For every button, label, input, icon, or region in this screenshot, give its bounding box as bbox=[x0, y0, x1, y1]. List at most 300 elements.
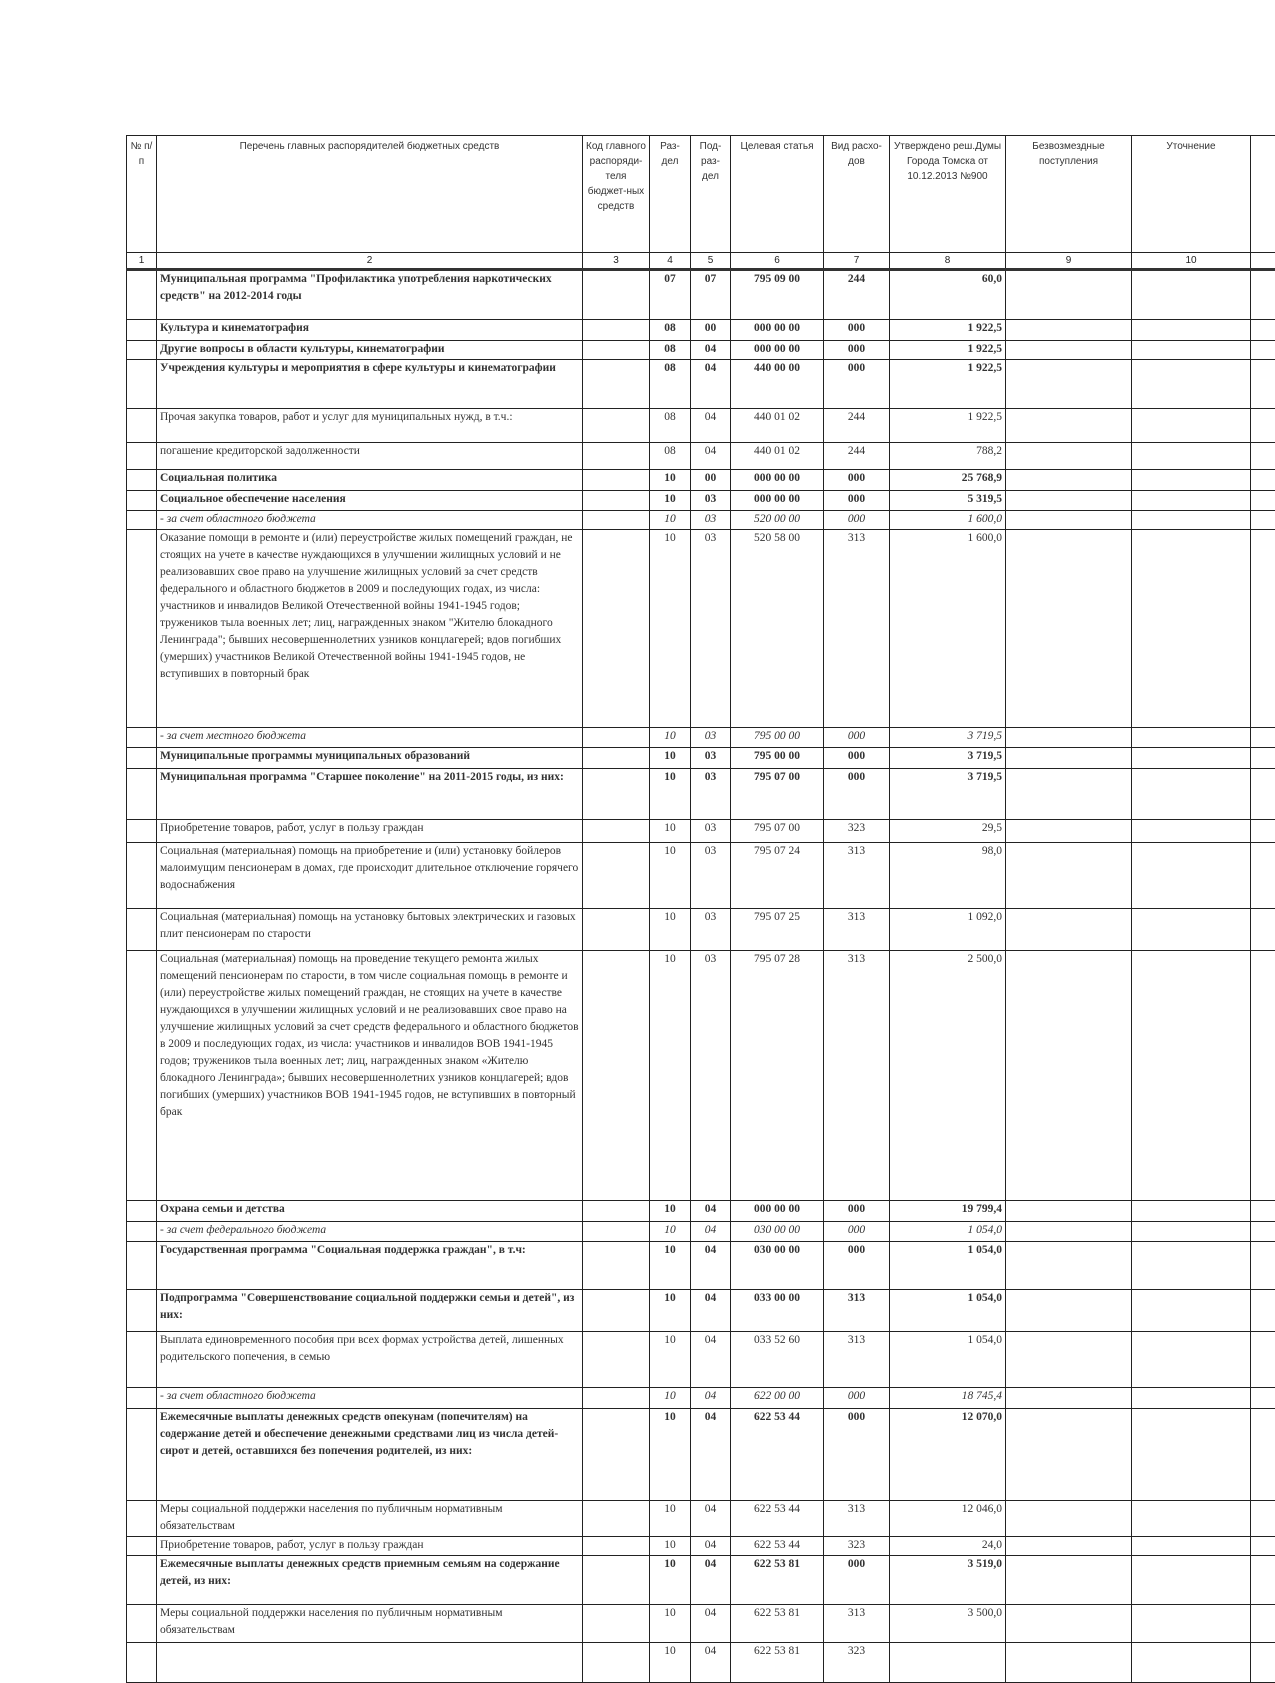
row-number bbox=[127, 1201, 157, 1222]
header-extra bbox=[1251, 136, 1275, 253]
row-approved-amount: 1 600,0 bbox=[890, 530, 1006, 728]
row-grants bbox=[1006, 1332, 1132, 1388]
row-clarification bbox=[1132, 1556, 1251, 1605]
row-grants bbox=[1006, 843, 1132, 909]
column-number: 4 bbox=[650, 253, 691, 270]
table-row bbox=[127, 341, 1275, 360]
row-expense-type: 244 bbox=[824, 443, 890, 470]
row-name: Приобретение товаров, работ, услуг в пользу граждан bbox=[157, 820, 583, 843]
row-number bbox=[127, 530, 157, 728]
row-subsection: 04 bbox=[691, 341, 731, 360]
row-expense-type: 000 bbox=[824, 1388, 890, 1409]
row-subsection: 04 bbox=[691, 360, 731, 409]
row-subsection: 03 bbox=[691, 769, 731, 820]
row-section: 10 bbox=[650, 1537, 691, 1556]
table-row bbox=[127, 470, 1275, 491]
column-number: 3 bbox=[583, 253, 650, 270]
table-row bbox=[127, 1290, 1275, 1332]
row-extra bbox=[1251, 320, 1275, 341]
row-extra bbox=[1251, 728, 1275, 748]
row-approved-amount: 3 719,5 bbox=[890, 728, 1006, 748]
header-expense-type: Вид расхо-дов bbox=[824, 136, 890, 253]
row-number bbox=[127, 1605, 157, 1643]
row-subsection: 03 bbox=[691, 820, 731, 843]
row-code bbox=[583, 1332, 650, 1388]
row-name: Меры социальной поддержки населения по публичным нормативным обязательствам bbox=[157, 1605, 583, 1643]
table-row bbox=[127, 769, 1275, 820]
row-grants bbox=[1006, 1201, 1132, 1222]
row-target-item: 622 53 81 bbox=[731, 1605, 824, 1643]
row-name: Государственная программа "Социальная поддержка граждан", в т.ч: bbox=[157, 1242, 583, 1290]
row-subsection: 04 bbox=[691, 1409, 731, 1501]
row-target-item: 033 00 00 bbox=[731, 1290, 824, 1332]
row-number bbox=[127, 769, 157, 820]
row-code bbox=[583, 1388, 650, 1409]
row-section: 10 bbox=[650, 1222, 691, 1242]
table-row bbox=[127, 748, 1275, 769]
row-extra bbox=[1251, 341, 1275, 360]
row-expense-type: 000 bbox=[824, 769, 890, 820]
row-expense-type: 323 bbox=[824, 1643, 890, 1683]
row-subsection: 00 bbox=[691, 320, 731, 341]
row-code bbox=[583, 320, 650, 341]
row-grants bbox=[1006, 1501, 1132, 1537]
row-target-item: 000 00 00 bbox=[731, 470, 824, 491]
row-number bbox=[127, 1409, 157, 1501]
row-clarification bbox=[1132, 1643, 1251, 1683]
table-row bbox=[127, 1501, 1275, 1537]
row-name: - за счет местного бюджета bbox=[157, 728, 583, 748]
row-clarification bbox=[1132, 1201, 1251, 1222]
row-extra bbox=[1251, 1290, 1275, 1332]
row-subsection: 03 bbox=[691, 909, 731, 951]
row-clarification bbox=[1132, 1388, 1251, 1409]
row-target-item: 000 00 00 bbox=[731, 320, 824, 341]
row-section: 10 bbox=[650, 1605, 691, 1643]
row-code bbox=[583, 1290, 650, 1332]
row-subsection: 04 bbox=[691, 1290, 731, 1332]
row-section: 10 bbox=[650, 1201, 691, 1222]
row-clarification bbox=[1132, 748, 1251, 769]
row-target-item: 795 07 28 bbox=[731, 951, 824, 1201]
row-clarification bbox=[1132, 409, 1251, 443]
row-target-item: 030 00 00 bbox=[731, 1242, 824, 1290]
header-code: Код главного распоряди-теля бюджет-ных средств bbox=[583, 136, 650, 253]
row-grants bbox=[1006, 320, 1132, 341]
column-number: 5 bbox=[691, 253, 731, 270]
row-section: 08 bbox=[650, 443, 691, 470]
row-approved-amount: 3 719,5 bbox=[890, 769, 1006, 820]
row-target-item: 795 07 24 bbox=[731, 843, 824, 909]
row-code bbox=[583, 1501, 650, 1537]
row-clarification bbox=[1132, 820, 1251, 843]
row-subsection: 04 bbox=[691, 1242, 731, 1290]
row-target-item: 622 53 81 bbox=[731, 1556, 824, 1605]
row-clarification bbox=[1132, 341, 1251, 360]
table-row bbox=[127, 909, 1275, 951]
row-approved-amount: 3 500,0 bbox=[890, 1605, 1006, 1643]
row-expense-type: 000 bbox=[824, 1409, 890, 1501]
row-expense-type: 000 bbox=[824, 748, 890, 769]
row-name: Муниципальная программа "Старшее поколение" на 2011-2015 годы, из них: bbox=[157, 769, 583, 820]
row-code bbox=[583, 909, 650, 951]
row-approved-amount: 1 922,5 bbox=[890, 320, 1006, 341]
row-extra bbox=[1251, 1201, 1275, 1222]
row-section: 10 bbox=[650, 1556, 691, 1605]
row-clarification bbox=[1132, 491, 1251, 511]
row-number bbox=[127, 1242, 157, 1290]
row-clarification bbox=[1132, 270, 1251, 320]
row-section: 10 bbox=[650, 1290, 691, 1332]
row-number bbox=[127, 360, 157, 409]
row-expense-type: 000 bbox=[824, 1556, 890, 1605]
row-section: 10 bbox=[650, 1501, 691, 1537]
row-subsection: 03 bbox=[691, 728, 731, 748]
row-section: 08 bbox=[650, 320, 691, 341]
row-extra bbox=[1251, 1501, 1275, 1537]
column-number: 9 bbox=[1006, 253, 1132, 270]
row-grants bbox=[1006, 409, 1132, 443]
row-grants bbox=[1006, 470, 1132, 491]
row-subsection: 00 bbox=[691, 470, 731, 491]
row-target-item: 000 00 00 bbox=[731, 341, 824, 360]
row-expense-type: 313 bbox=[824, 1605, 890, 1643]
row-number bbox=[127, 470, 157, 491]
row-approved-amount: 1 922,5 bbox=[890, 341, 1006, 360]
row-clarification bbox=[1132, 1222, 1251, 1242]
row-expense-type: 000 bbox=[824, 341, 890, 360]
row-grants bbox=[1006, 511, 1132, 530]
row-approved-amount: 1 922,5 bbox=[890, 409, 1006, 443]
row-grants bbox=[1006, 1537, 1132, 1556]
row-name: - за счет областного бюджета bbox=[157, 1388, 583, 1409]
row-grants bbox=[1006, 1605, 1132, 1643]
row-number bbox=[127, 748, 157, 769]
row-extra bbox=[1251, 443, 1275, 470]
row-grants bbox=[1006, 1643, 1132, 1683]
row-extra bbox=[1251, 409, 1275, 443]
row-grants bbox=[1006, 360, 1132, 409]
row-section: 10 bbox=[650, 748, 691, 769]
row-expense-type: 244 bbox=[824, 409, 890, 443]
row-grants bbox=[1006, 1242, 1132, 1290]
row-expense-type: 313 bbox=[824, 843, 890, 909]
row-section: 10 bbox=[650, 909, 691, 951]
table-row bbox=[127, 820, 1275, 843]
row-name: Оказание помощи в ремонте и (или) переустройстве жилых помещений граждан, не стоящих на учете в качестве нуждающихся в улучшении жилищных условий и не реализовавших свое право на улучшение жилищных условий за счет средств федерального и областного бюджетов в 2009 и последующих годах, из числа: участников и инвалидов Великой Отечественной войны 1941-1945 годов; тружеников тыла военных лет; лиц, награжденных знаком "Жителю блокадного Ленинграда"; бывших несовершеннолетних узников концлагерей; вдов погибших (умерших) участников Великой Отечественной войны 1941-1945 годов, не вступивших в повторный брак bbox=[157, 530, 583, 728]
table-row bbox=[127, 320, 1275, 341]
row-extra bbox=[1251, 270, 1275, 320]
row-target-item: 795 09 00 bbox=[731, 270, 824, 320]
row-name: Социальная (материальная) помощь на приобретение и (или) установку бойлеров малоимущим пенсионерам в домах, где происходит длительное отключение горячего водоснабжения bbox=[157, 843, 583, 909]
row-section: 10 bbox=[650, 1388, 691, 1409]
row-code bbox=[583, 409, 650, 443]
column-numbers-row bbox=[127, 253, 1275, 270]
row-code bbox=[583, 341, 650, 360]
row-clarification bbox=[1132, 530, 1251, 728]
row-extra bbox=[1251, 951, 1275, 1201]
row-code bbox=[583, 1222, 650, 1242]
row-target-item: 795 07 00 bbox=[731, 769, 824, 820]
table-row bbox=[127, 511, 1275, 530]
row-extra bbox=[1251, 511, 1275, 530]
table-row bbox=[127, 1556, 1275, 1605]
row-extra bbox=[1251, 1242, 1275, 1290]
row-section: 10 bbox=[650, 1409, 691, 1501]
row-grants bbox=[1006, 1409, 1132, 1501]
row-code bbox=[583, 1537, 650, 1556]
row-target-item: 622 53 44 bbox=[731, 1501, 824, 1537]
row-extra bbox=[1251, 470, 1275, 491]
row-grants bbox=[1006, 341, 1132, 360]
row-approved-amount: 2 500,0 bbox=[890, 951, 1006, 1201]
row-subsection: 03 bbox=[691, 748, 731, 769]
row-code bbox=[583, 1409, 650, 1501]
row-target-item: 033 52 60 bbox=[731, 1332, 824, 1388]
row-grants bbox=[1006, 769, 1132, 820]
row-approved-amount: 29,5 bbox=[890, 820, 1006, 843]
row-subsection: 03 bbox=[691, 491, 731, 511]
row-number bbox=[127, 1643, 157, 1683]
row-approved-amount: 1 922,5 bbox=[890, 360, 1006, 409]
row-approved-amount: 1 054,0 bbox=[890, 1222, 1006, 1242]
row-section: 10 bbox=[650, 820, 691, 843]
row-subsection: 04 bbox=[691, 409, 731, 443]
row-code bbox=[583, 1605, 650, 1643]
row-subsection: 03 bbox=[691, 843, 731, 909]
row-number bbox=[127, 491, 157, 511]
header-approved: Утверждено реш.Думы Города Томска от 10.12.2013 №900 bbox=[890, 136, 1006, 253]
row-expense-type: 000 bbox=[824, 728, 890, 748]
row-expense-type: 000 bbox=[824, 1242, 890, 1290]
row-extra bbox=[1251, 360, 1275, 409]
row-number bbox=[127, 1222, 157, 1242]
table-row bbox=[127, 843, 1275, 909]
row-expense-type: 313 bbox=[824, 530, 890, 728]
row-name: Другие вопросы в области культуры, кинематографии bbox=[157, 341, 583, 360]
row-number bbox=[127, 951, 157, 1201]
row-expense-type: 000 bbox=[824, 1222, 890, 1242]
row-number bbox=[127, 1556, 157, 1605]
row-target-item: 795 00 00 bbox=[731, 728, 824, 748]
row-approved-amount: 12 046,0 bbox=[890, 1501, 1006, 1537]
row-section: 08 bbox=[650, 360, 691, 409]
row-code bbox=[583, 1643, 650, 1683]
row-expense-type: 313 bbox=[824, 1332, 890, 1388]
row-subsection: 04 bbox=[691, 1605, 731, 1643]
row-expense-type: 000 bbox=[824, 470, 890, 491]
row-code bbox=[583, 951, 650, 1201]
row-subsection: 03 bbox=[691, 511, 731, 530]
row-extra bbox=[1251, 530, 1275, 728]
row-clarification bbox=[1132, 1605, 1251, 1643]
row-number bbox=[127, 320, 157, 341]
row-extra bbox=[1251, 1605, 1275, 1643]
row-extra bbox=[1251, 1643, 1275, 1683]
row-code bbox=[583, 443, 650, 470]
row-name: Муниципальная программа "Профилактика употребления наркотических средств" на 2012-2014 годы bbox=[157, 270, 583, 320]
row-clarification bbox=[1132, 728, 1251, 748]
row-name: Ежемесячные выплаты денежных средств опекунам (попечителям) на содержание детей и обеспечение денежными средствами лиц из числа детей-сирот и детей, оставшихся без попечения родителей, из них: bbox=[157, 1409, 583, 1501]
row-name: - за счет областного бюджета bbox=[157, 511, 583, 530]
row-code bbox=[583, 748, 650, 769]
row-name: Ежемесячные выплаты денежных средств приемным семьям на содержание детей, из них: bbox=[157, 1556, 583, 1605]
row-code bbox=[583, 769, 650, 820]
row-subsection: 03 bbox=[691, 530, 731, 728]
row-approved-amount bbox=[890, 1643, 1006, 1683]
row-expense-type: 000 bbox=[824, 1201, 890, 1222]
column-number: 7 bbox=[824, 253, 890, 270]
row-subsection: 04 bbox=[691, 1222, 731, 1242]
row-approved-amount: 3 719,5 bbox=[890, 748, 1006, 769]
row-grants bbox=[1006, 909, 1132, 951]
row-number bbox=[127, 909, 157, 951]
row-clarification bbox=[1132, 1501, 1251, 1537]
table-row bbox=[127, 530, 1275, 728]
row-expense-type: 000 bbox=[824, 320, 890, 341]
row-grants bbox=[1006, 491, 1132, 511]
row-target-item: 622 53 81 bbox=[731, 1643, 824, 1683]
row-name: Культура и кинематография bbox=[157, 320, 583, 341]
row-code bbox=[583, 491, 650, 511]
budget-table bbox=[126, 135, 1275, 1683]
row-subsection: 04 bbox=[691, 1201, 731, 1222]
table-row bbox=[127, 1201, 1275, 1222]
header-clarification: Уточнение bbox=[1132, 136, 1251, 253]
table-row bbox=[127, 1242, 1275, 1290]
header-target-item: Целевая статья bbox=[731, 136, 824, 253]
row-expense-type: 244 bbox=[824, 270, 890, 320]
table-row bbox=[127, 409, 1275, 443]
row-name: Приобретение товаров, работ, услуг в пользу граждан bbox=[157, 1537, 583, 1556]
table-row bbox=[127, 728, 1275, 748]
row-expense-type: 000 bbox=[824, 360, 890, 409]
row-code bbox=[583, 1242, 650, 1290]
row-section: 10 bbox=[650, 769, 691, 820]
table-row bbox=[127, 270, 1275, 320]
row-target-item: 795 07 25 bbox=[731, 909, 824, 951]
row-code bbox=[583, 511, 650, 530]
row-section: 10 bbox=[650, 511, 691, 530]
row-code bbox=[583, 843, 650, 909]
row-target-item: 520 58 00 bbox=[731, 530, 824, 728]
row-target-item: 440 01 02 bbox=[731, 409, 824, 443]
row-number bbox=[127, 1290, 157, 1332]
row-section: 10 bbox=[650, 843, 691, 909]
row-clarification bbox=[1132, 843, 1251, 909]
row-name: Подпрограмма "Совершенствование социальной поддержки семьи и детей", из них: bbox=[157, 1290, 583, 1332]
row-name: - за счет федерального бюджета bbox=[157, 1222, 583, 1242]
row-clarification bbox=[1132, 443, 1251, 470]
row-extra bbox=[1251, 1222, 1275, 1242]
row-approved-amount: 98,0 bbox=[890, 843, 1006, 909]
row-target-item: 622 00 00 bbox=[731, 1388, 824, 1409]
row-approved-amount: 1 600,0 bbox=[890, 511, 1006, 530]
table-row bbox=[127, 1332, 1275, 1388]
column-number bbox=[1251, 253, 1275, 270]
row-approved-amount: 25 768,9 bbox=[890, 470, 1006, 491]
row-target-item: 030 00 00 bbox=[731, 1222, 824, 1242]
row-clarification bbox=[1132, 769, 1251, 820]
column-number: 2 bbox=[157, 253, 583, 270]
row-clarification bbox=[1132, 320, 1251, 341]
row-grants bbox=[1006, 748, 1132, 769]
row-subsection: 04 bbox=[691, 1501, 731, 1537]
row-subsection: 04 bbox=[691, 443, 731, 470]
row-name: Социальная политика bbox=[157, 470, 583, 491]
row-name: Социальная (материальная) помощь на установку бытовых электрических и газовых плит пенсионерам по старости bbox=[157, 909, 583, 951]
header-section: Раз-дел bbox=[650, 136, 691, 253]
row-target-item: 440 00 00 bbox=[731, 360, 824, 409]
row-clarification bbox=[1132, 1242, 1251, 1290]
row-target-item: 622 53 44 bbox=[731, 1409, 824, 1501]
row-target-item: 622 53 44 bbox=[731, 1537, 824, 1556]
row-code bbox=[583, 1556, 650, 1605]
row-extra bbox=[1251, 769, 1275, 820]
row-clarification bbox=[1132, 1537, 1251, 1556]
row-extra bbox=[1251, 491, 1275, 511]
row-expense-type: 313 bbox=[824, 1501, 890, 1537]
row-approved-amount: 60,0 bbox=[890, 270, 1006, 320]
row-expense-type: 000 bbox=[824, 511, 890, 530]
row-approved-amount: 3 519,0 bbox=[890, 1556, 1006, 1605]
row-subsection: 04 bbox=[691, 1556, 731, 1605]
row-extra bbox=[1251, 748, 1275, 769]
row-expense-type: 323 bbox=[824, 820, 890, 843]
row-approved-amount: 19 799,4 bbox=[890, 1201, 1006, 1222]
column-number: 6 bbox=[731, 253, 824, 270]
row-expense-type: 313 bbox=[824, 951, 890, 1201]
row-approved-amount: 18 745,4 bbox=[890, 1388, 1006, 1409]
row-number bbox=[127, 443, 157, 470]
row-extra bbox=[1251, 843, 1275, 909]
row-grants bbox=[1006, 443, 1132, 470]
header-number: № п/п bbox=[127, 136, 157, 253]
table-row bbox=[127, 1409, 1275, 1501]
row-subsection: 03 bbox=[691, 951, 731, 1201]
row-clarification bbox=[1132, 909, 1251, 951]
header-row bbox=[127, 136, 1275, 253]
row-clarification bbox=[1132, 1290, 1251, 1332]
row-number bbox=[127, 409, 157, 443]
row-section: 07 bbox=[650, 270, 691, 320]
table-row bbox=[127, 1537, 1275, 1556]
row-number bbox=[127, 1332, 157, 1388]
row-expense-type: 313 bbox=[824, 909, 890, 951]
row-approved-amount: 5 319,5 bbox=[890, 491, 1006, 511]
row-number bbox=[127, 1388, 157, 1409]
row-grants bbox=[1006, 1556, 1132, 1605]
header-subsection: Под-раз-дел bbox=[691, 136, 731, 253]
row-name: Учреждения культуры и мероприятия в сфере культуры и кинематографии bbox=[157, 360, 583, 409]
row-number bbox=[127, 1537, 157, 1556]
row-number bbox=[127, 843, 157, 909]
row-expense-type: 323 bbox=[824, 1537, 890, 1556]
table-row bbox=[127, 443, 1275, 470]
row-approved-amount: 788,2 bbox=[890, 443, 1006, 470]
row-extra bbox=[1251, 1409, 1275, 1501]
row-approved-amount: 1 092,0 bbox=[890, 909, 1006, 951]
row-extra bbox=[1251, 1556, 1275, 1605]
row-target-item: 520 00 00 bbox=[731, 511, 824, 530]
row-name: Меры социальной поддержки населения по публичным нормативным обязательствам bbox=[157, 1501, 583, 1537]
table-row bbox=[127, 1222, 1275, 1242]
row-name: погашение кредиторской задолженности bbox=[157, 443, 583, 470]
row-target-item: 000 00 00 bbox=[731, 1201, 824, 1222]
row-code bbox=[583, 1201, 650, 1222]
row-name: Прочая закупка товаров, работ и услуг для муниципальных нужд, в т.ч.: bbox=[157, 409, 583, 443]
row-expense-type: 000 bbox=[824, 491, 890, 511]
